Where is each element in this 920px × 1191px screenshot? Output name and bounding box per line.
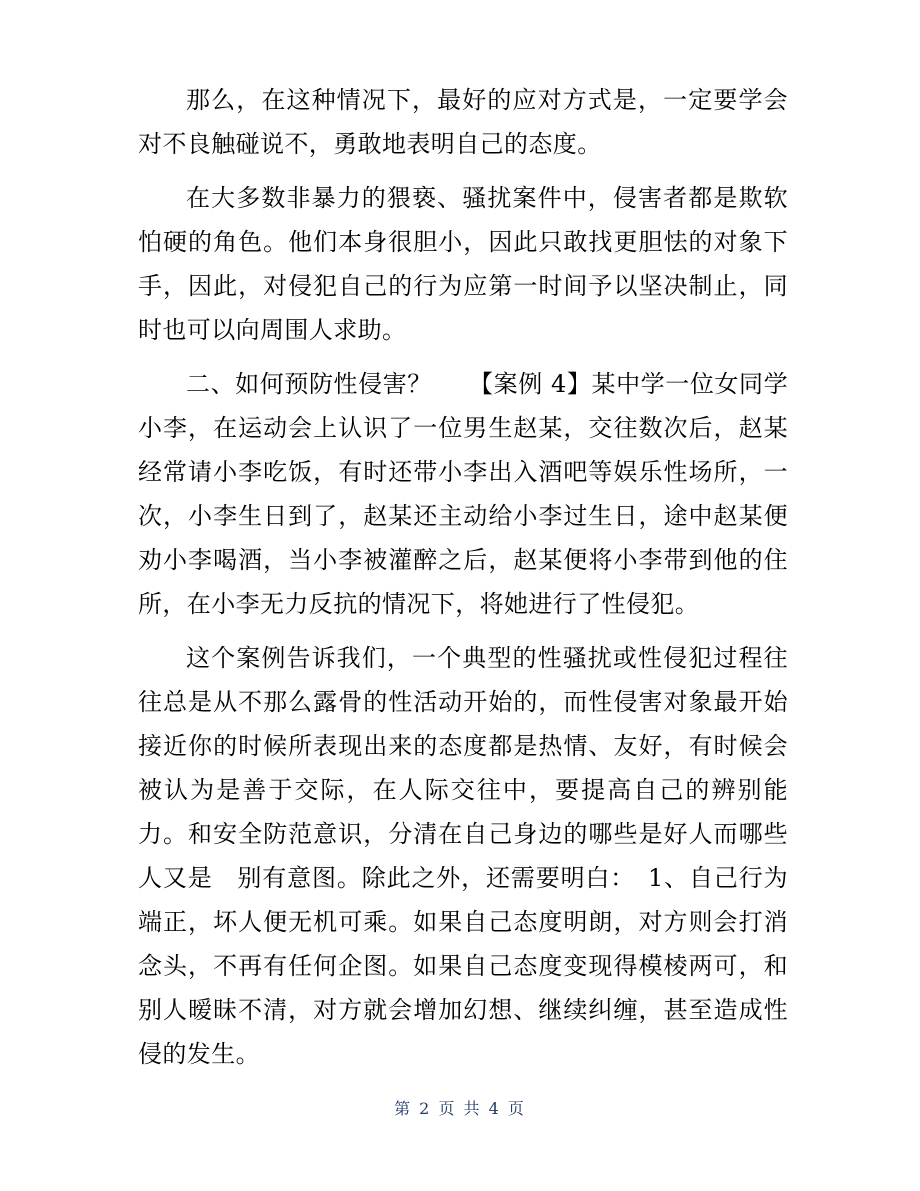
paragraph-2: 在大多数非暴力的猥亵、骚扰案件中，侵害者都是欺软怕硬的角色。他们本身很胆小，因此只敢找更胆怯的对象下手，因此，对侵犯自己的行为应第一时间予以坚决制止，同时也可以向周围人求助。 (138, 184, 788, 344)
paragraph-4: 这个案例告诉我们，一个典型的性骚扰或性侵犯过程往往总是从不那么露骨的性活动开始的，而性侵害对象最开始接近你的时候所表现出来的态度都是热情、友好，有时候会被认为是善于交际，在人际交往中，要提高自己的辨别能力。和安全防范意识，分清在自己身边的哪些是好人而哪些人又是 别有意图。除此之外，还需要明白： 1、自己行为端正，坏人便无机可乘。如果自己态度明朗，对方则会打消念头，不再有任何企图。如果自己态度变现得模棱两可，和别人暧昧不清，对方就会增加幻想、继续纠缠，甚至造成性侵的发生。 (138, 644, 788, 1068)
paragraph-1: 那么，在这种情况下，最好的应对方式是，一定要学会对不良触碰说不，勇敢地表明自己的态度。 (138, 86, 788, 158)
paragraph-3: 二、如何预防性侵害？ 【案例 4】某中学一位女同学小李，在运动会上认识了一位男生赵某，交往数次后，赵某经常请小李吃饭，有时还带小李出入酒吧等娱乐性场所，一次，小李生日到了，赵某还主动给小李过生日，途中赵某便劝小李喝酒，当小李被灌醉之后，赵某便将小李带到他的住所，在小李无力反抗的情况下，将她进行了性侵犯。 (138, 370, 788, 618)
document-body (138, 78, 788, 1086)
page-number-footer: 第 2 页 共 4 页 (394, 1099, 526, 1118)
